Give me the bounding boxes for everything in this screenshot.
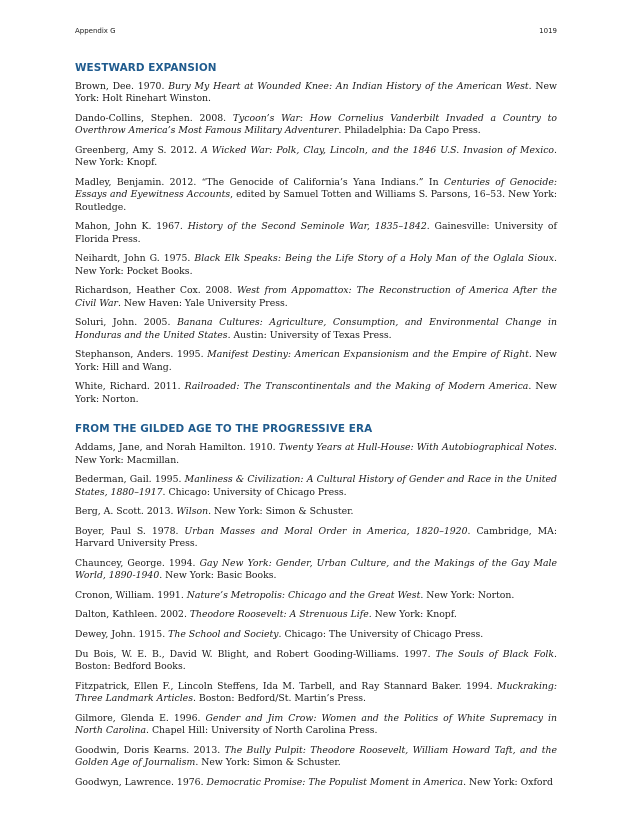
bib-entry: Neihardt, John G. 1975. Black Elk Speaks: Being the Life Story of a Holy Man of the Oglala Sioux. New York: Pocket Books. [75, 253, 557, 277]
section-westward-expansion [75, 62, 557, 406]
bib-entry: Berg, A. Scott. 2013. Wilson. New York: Simon & Schuster. [75, 506, 354, 518]
bib-entry: Du Bois, W. E. B., David W. Blight, and Robert Gooding-Williams. 1997. The Souls of Black Folk. Boston: Bedford Books. [75, 648, 557, 672]
bib-entry: White, Richard. 2011. Railroaded: The Transcontinentals and the Making of Modern America. New York: Norton. [75, 381, 557, 405]
page-header [75, 27, 557, 35]
bib-entry: Soluri, John. 2005. Banana Cultures: Agriculture, Consumption, and Environmental Change in Honduras and the United States. Austin: University of Texas Press. [75, 317, 557, 341]
bib-entry: Boyer, Paul S. 1978. Urban Masses and Moral Order in America, 1820–1920. Cambridge, MA: Harvard University Press. [75, 525, 557, 550]
bib-entry: Goodwin, Doris Kearns. 2013. The Bully Pulpit: Theodore Roosevelt, William Howard Taft, and the Golden Age of Journalism. New York: Simon & Schuster. [75, 744, 557, 768]
bib-entry: Gilmore, Glenda E. 1996. Gender and Jim Crow: Women and the Politics of White Supremacy in North Carolina. Chapel Hill: University of North Carolina Press. [75, 712, 557, 736]
bib-entry: Brown, Dee. 1970. Bury My Heart at Wounded Knee: An Indian History of the American West. New York: Holt Rinehart Winston. [75, 81, 557, 105]
section-heading: FROM THE GILDED AGE TO THE PROGRESSIVE ERA [75, 423, 373, 436]
bib-entry: Fitzpatrick, Ellen F., Lincoln Steffens, Ida M. Tarbell, and Ray Stannard Baker. 1994. Muckraking: Three Landmark Articles. Boston: Bedford/St. Martin’s Press. [75, 680, 557, 704]
bib-entry: Stephanson, Anders. 1995. Manifest Destiny: American Expansionism and the Empire of Right. New York: Hill and Wang. [75, 349, 557, 373]
bib-entry: Chauncey, George. 1994. Gay New York: Gender, Urban Culture, and the Makings of the Gay Male World, 1890-1940. New York: Basic Books. [75, 557, 557, 582]
bib-entry: Addams, Jane, and Norah Hamilton. 1910. Twenty Years at Hull-House: With Autobiographical Notes. New York: Macmillan. [75, 442, 557, 466]
bib-entry: Dewey, John. 1915. The School and Society. Chicago: The University of Chicago Press. [75, 629, 484, 640]
bib-entry: Dalton, Kathleen. 2002. Theodore Roosevelt: A Strenuous Life. New York: Knopf. [75, 609, 457, 621]
bib-entry: Madley, Benjamin. 2012. “The Genocide of California’s Yana Indians.” In Centuries of Genocide: Essays and Eyewitness Accounts, edited by Samuel Totten and Williams S. Parsons, 16–53. New York: Routledge. [75, 177, 557, 213]
section-gilded-age-progressive-era [75, 423, 557, 789]
page-number: 1019 [539, 27, 557, 35]
bib-entry: Greenberg, Amy S. 2012. A Wicked War: Polk, Clay, Lincoln, and the 1846 U.S. Invasion of Mexico. New York: Knopf. [75, 145, 557, 169]
bib-entry: Mahon, John K. 1967. History of the Second Seminole War, 1835–1842. Gainesville: University of Florida Press. [75, 221, 557, 245]
bib-entry: Bederman, Gail. 1995. Manliness & Civilization: A Cultural History of Gender and Race in the United States, 1880–1917. Chicago: University of Chicago Press. [75, 474, 557, 498]
bib-entry: Cronon, William. 1991. Nature’s Metropolis: Chicago and the Great West. New York: Norton. [75, 589, 515, 601]
bib-entry: Richardson, Heather Cox. 2008. West from Appomattox: The Reconstruction of America After the Civil War. New Haven: Yale University Press. [75, 285, 557, 309]
bibliography [75, 62, 557, 796]
bib-entry: Goodwyn, Lawrence. 1976. Democratic Promise: The Populist Moment in America. New York: Oxford [75, 776, 553, 788]
running-header-title: Appendix G [75, 27, 116, 35]
bib-entry: Dando-Collins, Stephen. 2008. Tycoon’s War: How Cornelius Vanderbilt Invaded a Country to Overthrow America’s Most Famous Military Adventurer. Philadelphia: Da Capo Press. [75, 113, 557, 137]
section-heading: WESTWARD EXPANSION [75, 62, 217, 74]
